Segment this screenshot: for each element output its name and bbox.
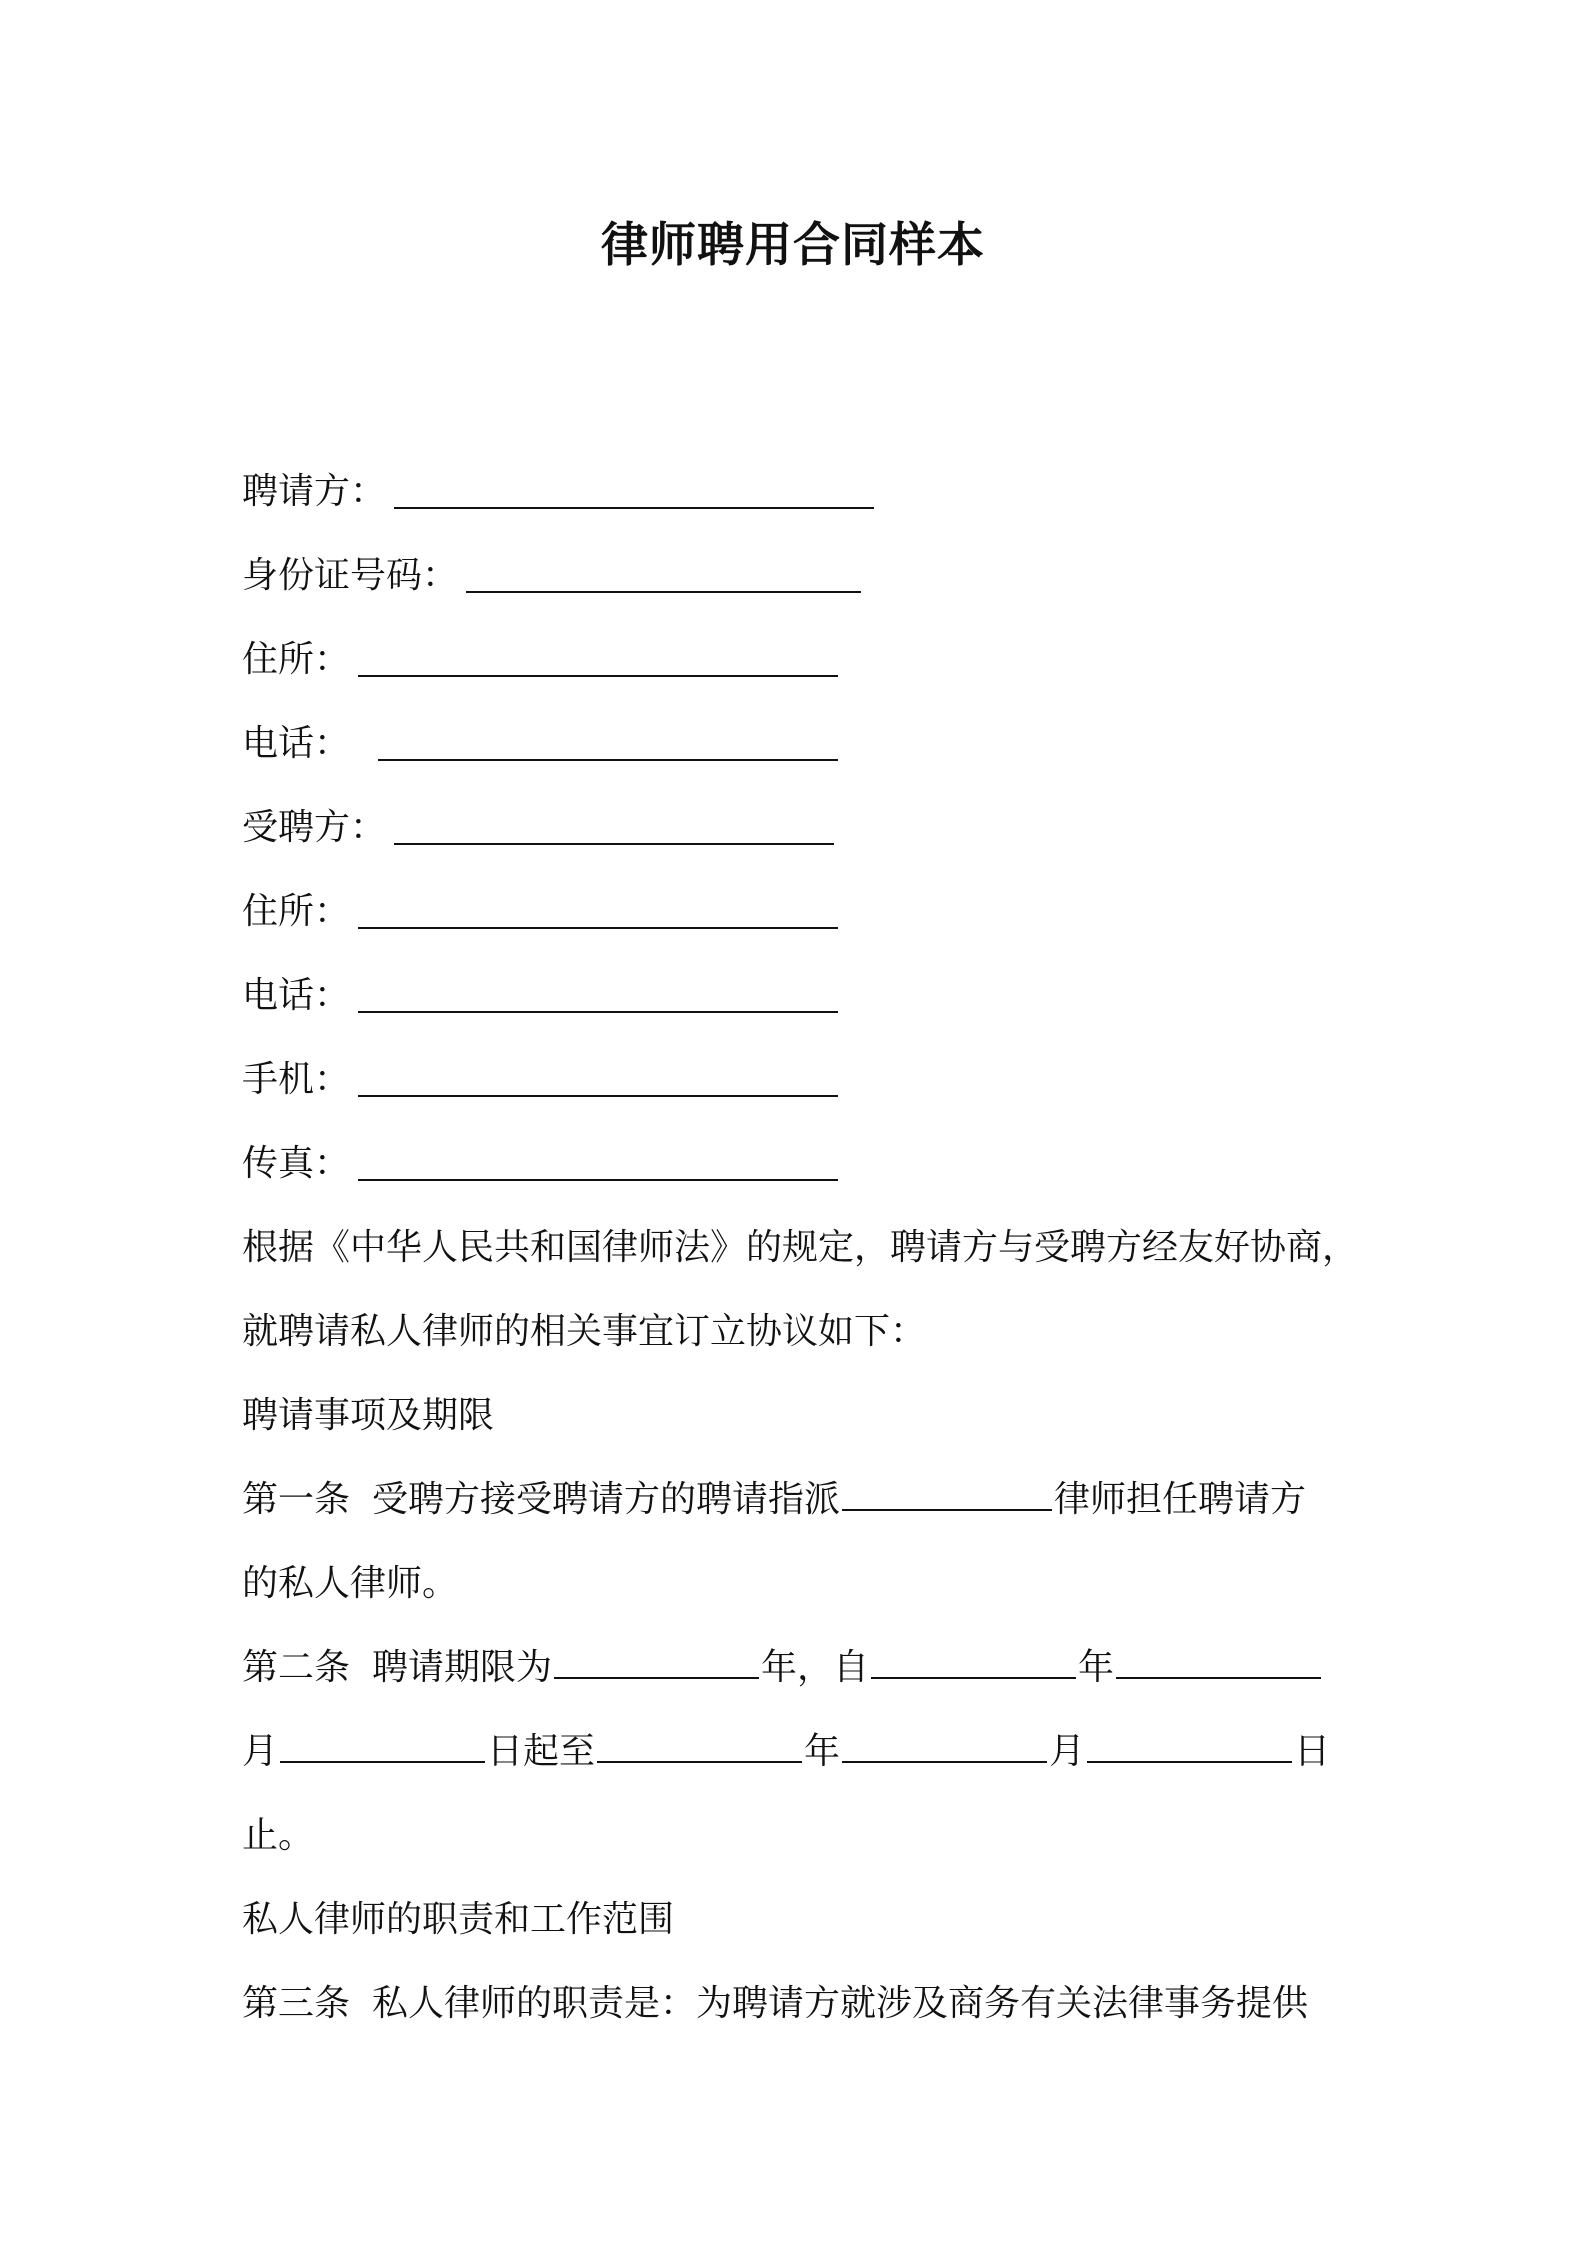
- field-label: 聘请方：: [242, 471, 387, 512]
- article-text: 年: [1078, 1647, 1115, 1688]
- blank-line[interactable]: [871, 1643, 1076, 1679]
- blank-line[interactable]: [466, 557, 861, 593]
- article-2-line-3: 止。: [242, 1815, 315, 1856]
- blank-line[interactable]: [554, 1643, 759, 1679]
- field-dianhua-2: [242, 954, 1352, 1038]
- field-label: 身份证号码：: [242, 555, 459, 596]
- field-idcard: [242, 534, 1352, 618]
- field-dianhua-1: [242, 702, 1352, 786]
- field-shouji: [242, 1038, 1352, 1122]
- blank-line[interactable]: [1116, 1643, 1321, 1679]
- field-label: 受聘方：: [242, 807, 387, 848]
- field-zhusuo-2: [242, 870, 1352, 954]
- blank-line[interactable]: [358, 1145, 838, 1181]
- blank-line[interactable]: [394, 809, 834, 845]
- article-text: 私人律师的职责是：为聘请方就涉及商务有关法律事务提供: [372, 1983, 1309, 2024]
- blank-line[interactable]: [1087, 1727, 1292, 1763]
- section-heading-2: 私人律师的职责和工作范围: [242, 1899, 675, 1940]
- article-text: 月: [1049, 1731, 1086, 1772]
- blank-line[interactable]: [842, 1475, 1052, 1511]
- intro-line-2: 就聘请私人律师的相关事宜订立协议如下：: [242, 1311, 927, 1352]
- field-label: 电话：: [242, 723, 351, 764]
- blank-line[interactable]: [842, 1727, 1047, 1763]
- field-shoupin: [242, 786, 1352, 870]
- document-title: 律师聘用合同样本: [601, 218, 985, 273]
- field-zhusuo-1: [242, 618, 1352, 702]
- blank-line[interactable]: [358, 977, 838, 1013]
- article-1-line-1: [242, 1458, 1352, 1542]
- article-3-line-1: [242, 1962, 1352, 2046]
- article-text: 律师担任聘请方: [1054, 1479, 1307, 1520]
- article-text: 聘请期限为: [372, 1647, 553, 1688]
- blank-line[interactable]: [358, 893, 838, 929]
- article-1-line-2: 的私人律师。: [242, 1563, 459, 1604]
- article-2-line-1: [242, 1626, 1352, 1710]
- field-chuanzhen: [242, 1122, 1352, 1206]
- document-body: [242, 450, 1359, 2046]
- article-label: 第三条: [242, 1983, 351, 2024]
- field-label: 电话：: [242, 975, 351, 1016]
- article-text: 日: [1294, 1731, 1331, 1772]
- field-pinqing: [242, 450, 1352, 534]
- section-heading-1: 聘请事项及期限: [242, 1395, 495, 1436]
- article-2-line-2: [242, 1710, 1352, 1794]
- article-text: 年，自: [761, 1647, 870, 1688]
- blank-line[interactable]: [394, 473, 874, 509]
- article-label: 第一条: [242, 1479, 351, 1520]
- article-text: 受聘方接受聘请方的聘请指派: [372, 1479, 841, 1520]
- article-text: 月: [242, 1731, 279, 1772]
- field-label: 住所：: [242, 891, 351, 932]
- blank-line[interactable]: [358, 641, 838, 677]
- blank-line[interactable]: [280, 1727, 485, 1763]
- blank-line[interactable]: [358, 1061, 838, 1097]
- intro-line-1: 根据《中华人民共和国律师法》的规定，聘请方与受聘方经友好协商，: [242, 1227, 1359, 1268]
- field-label: 住所：: [242, 639, 351, 680]
- blank-line[interactable]: [597, 1727, 802, 1763]
- article-label: 第二条: [242, 1647, 351, 1688]
- field-label: 手机：: [242, 1059, 351, 1100]
- article-text: 日起至: [487, 1731, 596, 1772]
- article-text: 年: [804, 1731, 841, 1772]
- blank-line[interactable]: [378, 725, 838, 761]
- field-label: 传真：: [242, 1143, 351, 1184]
